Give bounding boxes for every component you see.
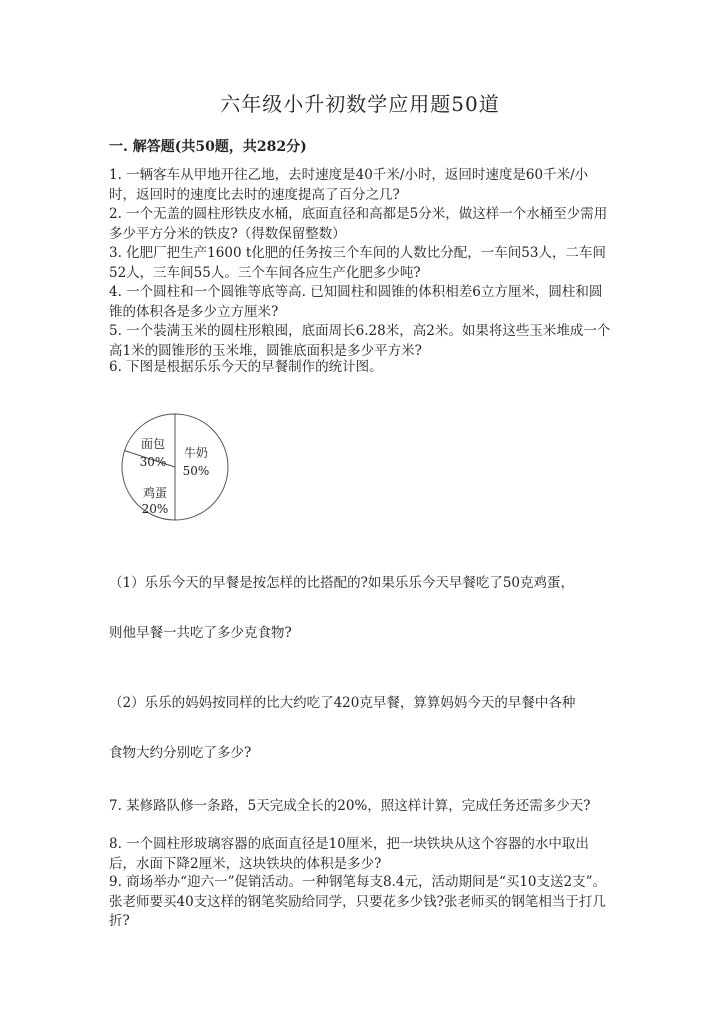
section-heading: 一. 解答题(共50题，共282分)	[109, 139, 307, 155]
pie-label-bread-pct: 30%	[139, 455, 167, 469]
question-8: 8. 一个圆柱形玻璃容器的底面直径是10厘米，把一块铁块从这个容器的水中取出后，水面下降2厘米，这块铁块的体积是多少?	[109, 836, 589, 872]
pie-label-egg-name: 鸡蛋	[142, 486, 168, 500]
question-6-part-1-line-1: （1）乐乐今天的早餐是按怎样的比搭配的?如果乐乐今天早餐吃了50克鸡蛋，	[109, 575, 575, 591]
pie-label-egg-pct: 20%	[141, 502, 169, 516]
question-5: 5. 一个装满玉米的圆柱形粮囤，底面周长6.28米，高2米。如果将这些玉米堆成一个高1米的圆锥形的玉米堆，圆锥底面积是多少平方米?	[109, 323, 611, 359]
question-3: 3. 化肥厂把生产1600 t化肥的任务按三个车间的人数比分配，一车间53人，二车间52人，三车间55人。三个车间各应生产化肥多少吨?	[109, 245, 606, 281]
question-6-part-2-line-1: （2）乐乐的妈妈按同样的比大约吃了420克早餐，算算妈妈今天的早餐中各种	[109, 695, 576, 711]
question-6: 6. 下图是根据乐乐今天的早餐制作的统计图。	[109, 359, 383, 375]
question-2: 2. 一个无盖的圆柱形铁皮水桶，底面直径和高都是5分米，做这样一个水桶至少需用多少平方分米的铁皮?（得数保留整数）	[109, 206, 608, 242]
question-1: 1. 一辆客车从甲地开往乙地，去时速度是40千米/小时，返回时速度是60千米/小时，返回时的速度比去时的速度提高了百分之几?	[109, 167, 589, 203]
question-9: 9. 商场举办“迎六一”促销活动。一种钢笔每支8.4元，活动期间是“买10支送2支”。张老师要买40支这样的钢笔奖励给同学，只要花多少钱?张老师买的钢笔相当于打几折?	[109, 874, 607, 929]
question-4: 4. 一个圆柱和一个圆锥等底等高. 已知圆柱和圆锥的体积相差6立方厘米，圆柱和圆锥的体积各是多少立方厘米?	[109, 284, 603, 320]
question-6-part-2-line-2: 食物大约分别吃了多少?	[109, 745, 252, 761]
breakfast-pie-chart	[120, 412, 230, 522]
page-title: 六年级小升初数学应用题50道	[220, 92, 500, 116]
question-7: 7. 某修路队修一条路，5天完成全长的20%，照这样计算，完成任务还需多少天?	[109, 798, 591, 814]
pie-label-milk-pct: 50%	[182, 464, 210, 478]
pie-label-milk-name: 牛奶	[183, 446, 209, 460]
question-6-part-1-line-2: 则他早餐一共吃了多少克食物?	[109, 625, 292, 641]
pie-label-bread-name: 面包	[140, 437, 166, 451]
